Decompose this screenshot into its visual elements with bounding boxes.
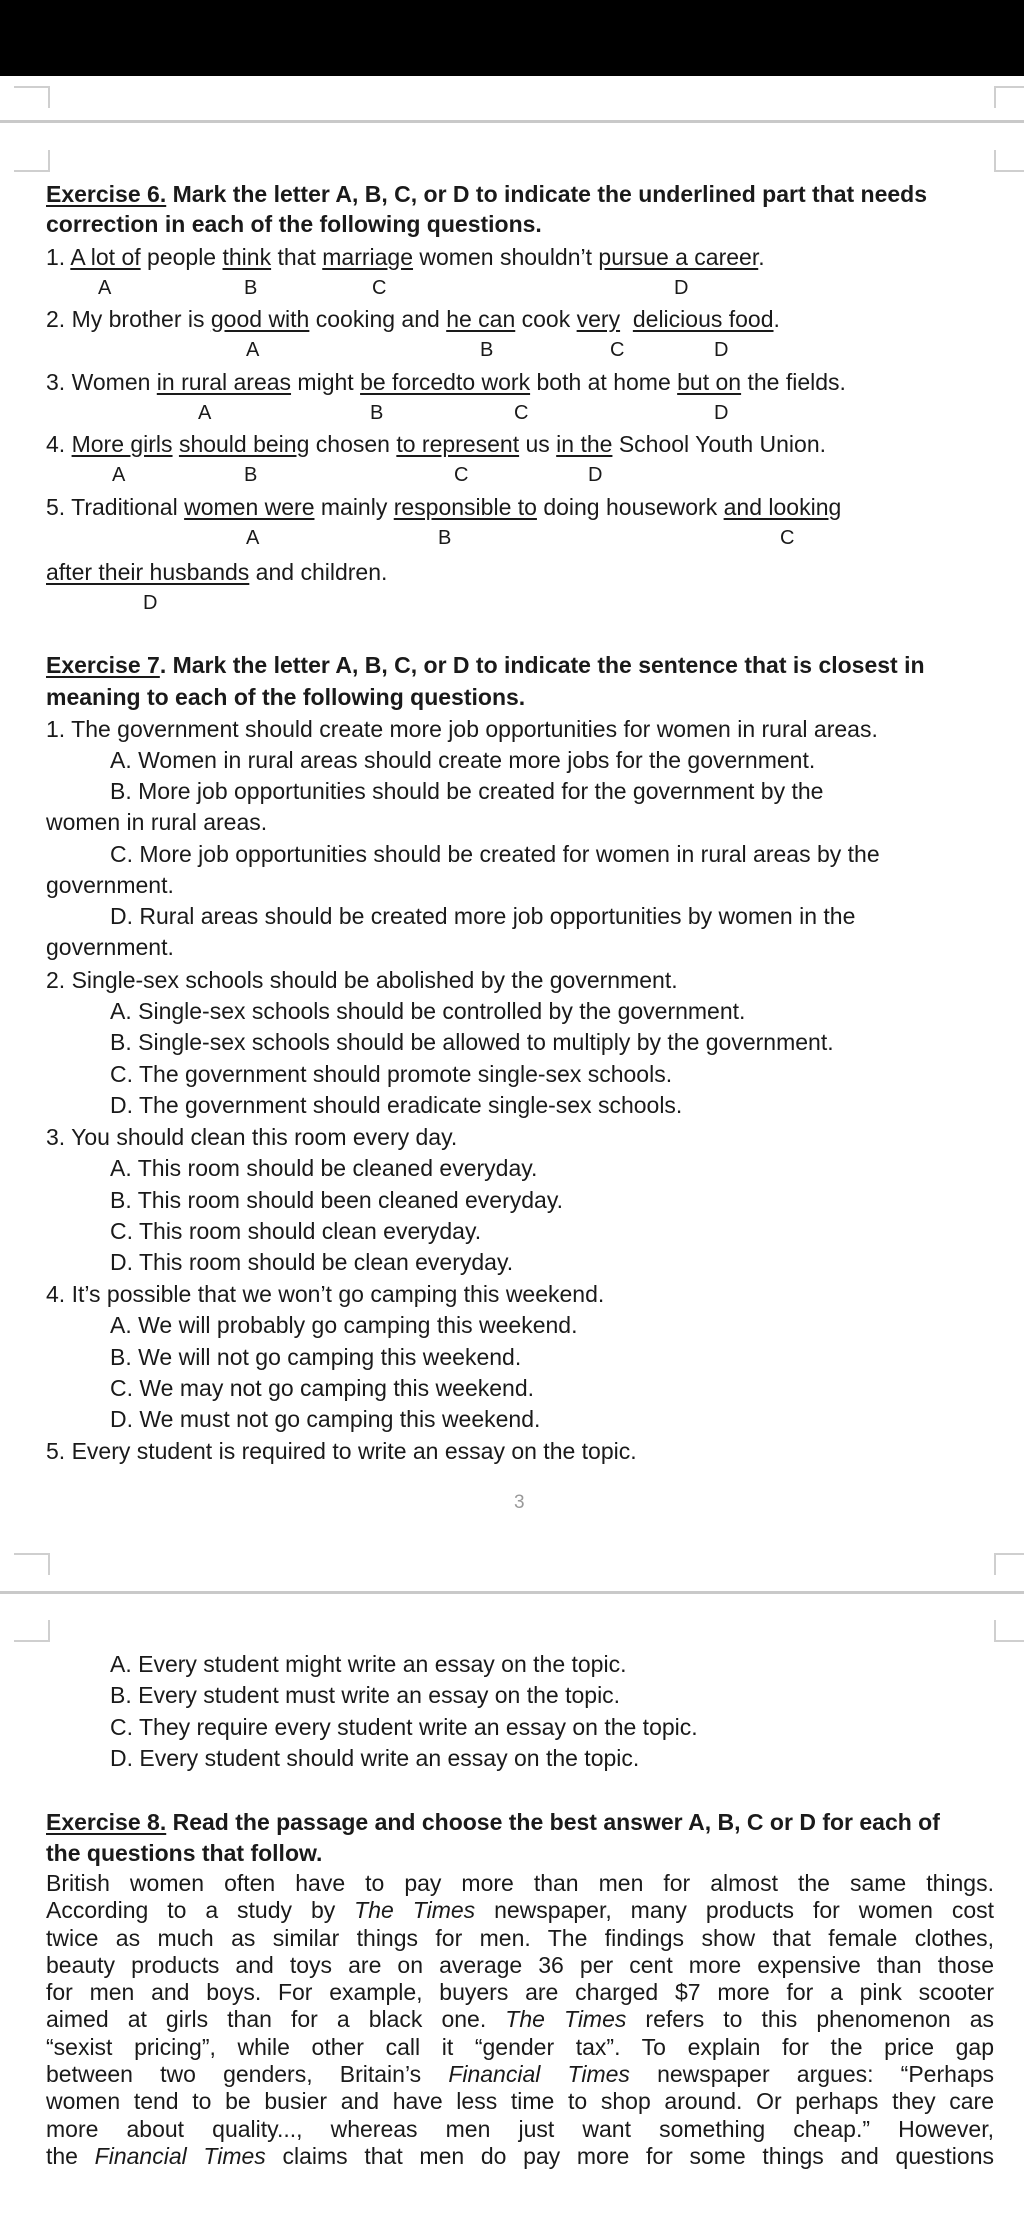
ex7-option: D. We must not go camping this weekend. <box>110 1406 541 1432</box>
option-letter: D <box>143 592 158 614</box>
page-corner-mark <box>14 86 50 108</box>
page-corner-mark <box>14 150 50 172</box>
ex7-option: A. This room should be cleaned everyday. <box>110 1155 538 1181</box>
ex7-option: D. The government should eradicate single-sex schools. <box>110 1092 683 1118</box>
option-letter: C <box>372 277 387 299</box>
ex7-option: C. This room should clean everyday. <box>110 1218 482 1244</box>
ex7-option: D. Every student should write an essay on the topic. <box>110 1745 640 1771</box>
ex7-question-3: 3. You should clean this room every day. <box>46 1124 458 1150</box>
passage-line: more about quality..., whereas men just want something cheap.” However, <box>46 2115 994 2142</box>
exercise-7-title-line2: meaning to each of the following questions. <box>46 684 526 710</box>
passage-line: the Financial Times claims that men do pay more for some things and questions <box>46 2142 994 2169</box>
ex7-option: C. They require every student write an essay on the topic. <box>110 1714 698 1740</box>
option-letter: A <box>246 527 260 549</box>
ex7-option: D. This room should be clean everyday. <box>110 1249 514 1275</box>
ex7-option: C. We may not go camping this weekend. <box>110 1375 535 1401</box>
option-letter: A <box>112 464 126 486</box>
exercise-7-title: Exercise 7. Mark the letter A, B, C, or D to indicate the sentence that is closest in <box>46 652 925 678</box>
option-letter: C <box>514 402 529 424</box>
ex6-question-2: 2. My brother is good with cooking and he can cook very delicious food. <box>46 306 780 332</box>
ex7-option: D. Rural areas should be created more job opportunities by women in the <box>110 903 856 929</box>
page-corner-mark <box>14 1553 50 1575</box>
option-letter: A <box>246 339 260 361</box>
ex7-question-4: 4. It’s possible that we won’t go camping this weekend. <box>46 1281 605 1307</box>
ex6-question-1: 1. A lot of people think that marriage women shouldn’t pursue a career. <box>46 244 765 270</box>
page-number: 3 <box>514 1492 525 1513</box>
ex7-option-cont: government. <box>46 872 174 898</box>
page-separator <box>0 1591 1024 1594</box>
passage-line: twice as much as similar things for men. The findings show that female clothes, <box>46 1924 994 1951</box>
ex6-question-4: 4. More girls should being chosen to represent us in the School Youth Union. <box>46 431 826 457</box>
passage-line: between two genders, Britain’s Financial Times newspaper argues: “Perhaps <box>46 2061 994 2088</box>
passage-line: aimed at girls than for a black one. The Times refers to this phenomenon as <box>46 2006 994 2033</box>
ex6-question-5-line2: after their husbands and children. <box>46 559 388 585</box>
option-letter: D <box>714 339 729 361</box>
ex7-question-2: 2. Single-sex schools should be abolished by the government. <box>46 967 678 993</box>
page-corner-mark <box>14 1620 50 1642</box>
option-letter: B <box>370 402 384 424</box>
page-separator <box>0 120 1024 123</box>
option-letter: D <box>588 464 603 486</box>
ex7-option: B. More job opportunities should be created for the government by the <box>110 778 824 804</box>
ex7-option: B. Single-sex schools should be allowed to multiply by the government. <box>110 1029 834 1055</box>
option-letter: C <box>454 464 469 486</box>
ex6-question-5: 5. Traditional women were mainly responsible to doing housework and looking <box>46 494 842 520</box>
ex7-question-1: 1. The government should create more job opportunities for women in rural areas. <box>46 716 878 742</box>
page-corner-mark <box>994 86 1024 108</box>
exercise-6-title-line2: correction in each of the following questions. <box>46 211 542 237</box>
ex7-option: A. We will probably go camping this weekend. <box>110 1312 578 1338</box>
ex7-option: A. Women in rural areas should create more jobs for the government. <box>110 747 816 773</box>
option-letter: B <box>244 464 258 486</box>
option-letter: B <box>480 339 494 361</box>
exercise-6-title: Exercise 6. Mark the letter A, B, C, or D to indicate the underlined part that needs <box>46 181 928 207</box>
passage-line: women tend to be busier and have less time to shop around. Or perhaps they care <box>46 2088 994 2115</box>
page-corner-mark <box>994 1553 1024 1575</box>
option-letter: D <box>674 277 689 299</box>
ex7-option: A. Single-sex schools should be controlled by the government. <box>110 998 746 1024</box>
option-letter: B <box>438 527 452 549</box>
ex7-option: B. Every student must write an essay on the topic. <box>110 1682 621 1708</box>
exercise-8-title: Exercise 8. Read the passage and choose the best answer A, B, C or D for each of <box>46 1809 940 1835</box>
option-letter: D <box>714 402 729 424</box>
ex7-option: C. More job opportunities should be created for women in rural areas by the <box>110 841 880 867</box>
ex8-passage <box>46 1870 994 2170</box>
ex7-option-cont: government. <box>46 934 174 960</box>
passage-line: “sexist pricing”, while other call it “gender tax”. To explain for the price gap <box>46 2033 994 2060</box>
option-letter: C <box>780 527 795 549</box>
page-corner-mark <box>994 150 1024 172</box>
option-letter: C <box>610 339 625 361</box>
ex7-option: B. We will not go camping this weekend. <box>110 1344 522 1370</box>
page-corner-mark <box>994 1620 1024 1642</box>
option-letter: A <box>98 277 112 299</box>
passage-line: According to a study by The Times newspaper, many products for women cost <box>46 1897 994 1924</box>
passage-line: British women often have to pay more than men for almost the same things. <box>46 1870 994 1896</box>
passage-line: for men and boys. For example, buyers are charged $7 more for a pink scooter <box>46 1979 994 2006</box>
top-black-bar <box>0 0 1024 76</box>
ex7-option-cont: women in rural areas. <box>46 809 268 835</box>
ex7-option: B. This room should been cleaned everyday. <box>110 1187 564 1213</box>
ex6-question-3: 3. Women in rural areas might be forcedto work both at home but on the fields. <box>46 369 846 395</box>
passage-line: beauty products and toys are on average 36 per cent more expensive than those <box>46 1951 994 1978</box>
ex7-question-5: 5. Every student is required to write an essay on the topic. <box>46 1438 637 1464</box>
option-letter: A <box>198 402 212 424</box>
ex7-option: A. Every student might write an essay on the topic. <box>110 1651 627 1677</box>
ex7-option: C. The government should promote single-sex schools. <box>110 1061 673 1087</box>
exercise-8-title-line2: the questions that follow. <box>46 1840 323 1866</box>
option-letter: B <box>244 277 258 299</box>
